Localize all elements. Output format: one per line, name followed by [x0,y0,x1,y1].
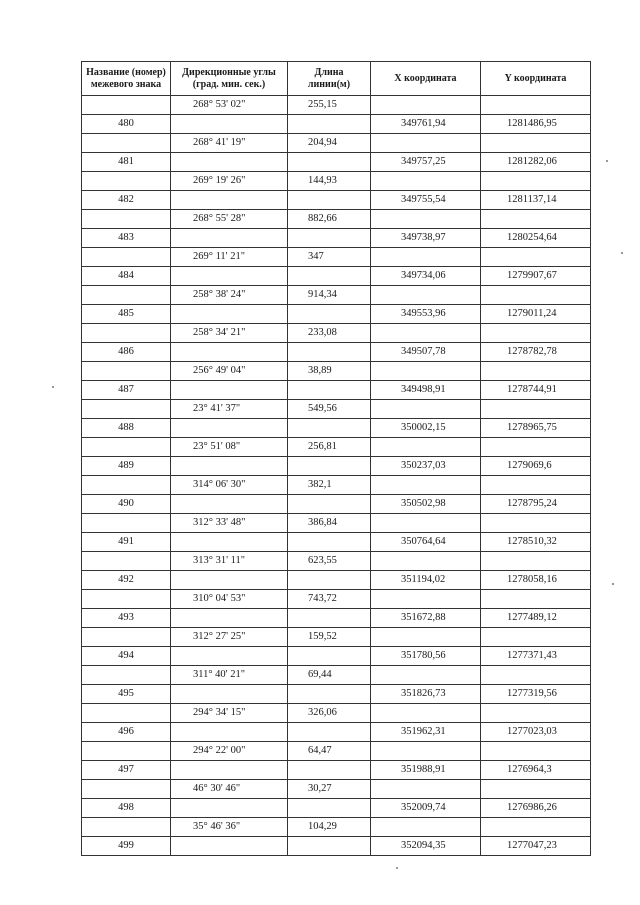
y-coordinate-cell [481,324,591,343]
x-coordinate-cell: 352009,74 [371,799,481,818]
y-coordinate-cell [481,590,591,609]
x-coordinate-cell [371,742,481,761]
point-name-cell: 494 [82,647,171,666]
y-coordinate-cell [481,400,591,419]
point-name-cell [82,818,171,837]
direction-angle-cell [171,191,288,210]
x-coordinate-cell [371,324,481,343]
direction-angle-cell [171,305,288,324]
direction-angle-cell [171,153,288,172]
x-coordinate-cell [371,818,481,837]
x-coordinate-cell: 349738,97 [371,229,481,248]
point-row [82,267,591,286]
x-coordinate-cell: 351194,02 [371,571,481,590]
direction-angle-cell [171,685,288,704]
direction-angle-cell: 269° 19' 26" [171,172,288,191]
y-coordinate-cell: 1279907,67 [481,267,591,286]
line-length-cell: 549,56 [288,400,371,419]
y-coordinate-cell [481,286,591,305]
x-coordinate-cell [371,248,481,267]
point-row [82,457,591,476]
y-coordinate-cell: 1281282,06 [481,153,591,172]
point-name-cell: 488 [82,419,171,438]
direction-angle-cell [171,495,288,514]
line-length-cell: 255,15 [288,96,371,115]
segment-row [82,704,591,723]
line-length-cell [288,153,371,172]
line-length-cell: 386,84 [288,514,371,533]
direction-angle-cell: 311° 40' 21" [171,666,288,685]
y-coordinate-cell [481,666,591,685]
y-coordinate-cell: 1278782,78 [481,343,591,362]
scan-speck [621,252,623,254]
x-coordinate-cell: 350502,98 [371,495,481,514]
y-coordinate-cell [481,362,591,381]
point-name-cell [82,134,171,153]
point-row [82,837,591,856]
y-coordinate-cell: 1278795,24 [481,495,591,514]
line-length-cell: 30,27 [288,780,371,799]
line-length-cell: 914,34 [288,286,371,305]
segment-row [82,666,591,685]
point-name-cell: 485 [82,305,171,324]
point-row [82,685,591,704]
point-name-cell [82,704,171,723]
point-name-cell [82,628,171,647]
x-coordinate-cell [371,96,481,115]
segment-row [82,400,591,419]
y-coordinate-cell: 1281137,14 [481,191,591,210]
point-name-cell [82,362,171,381]
point-name-cell: 483 [82,229,171,248]
point-row [82,191,591,210]
direction-angle-cell: 312° 33' 48" [171,514,288,533]
line-length-cell: 233,08 [288,324,371,343]
line-length-cell: 204,94 [288,134,371,153]
point-name-cell: 495 [82,685,171,704]
point-name-cell: 493 [82,609,171,628]
line-length-cell: 64,47 [288,742,371,761]
x-coordinate-cell [371,704,481,723]
segment-row [82,286,591,305]
y-coordinate-cell [481,704,591,723]
y-coordinate-cell: 1276964,3 [481,761,591,780]
point-name-cell [82,400,171,419]
point-name-cell [82,324,171,343]
direction-angle-cell [171,115,288,134]
direction-angle-cell [171,647,288,666]
point-row [82,761,591,780]
line-length-cell [288,343,371,362]
direction-angle-cell [171,457,288,476]
scan-speck [52,386,54,388]
direction-angle-cell [171,761,288,780]
segment-row [82,134,591,153]
x-coordinate-cell: 351826,73 [371,685,481,704]
x-coordinate-cell: 350237,03 [371,457,481,476]
direction-angle-cell [171,381,288,400]
point-name-cell: 480 [82,115,171,134]
direction-angle-cell [171,571,288,590]
line-length-cell: 159,52 [288,628,371,647]
y-coordinate-cell: 1277319,56 [481,685,591,704]
line-length-cell [288,305,371,324]
line-length-cell [288,571,371,590]
header-line-length: Длина линии(м) [288,62,371,96]
point-row [82,609,591,628]
segment-row [82,248,591,267]
direction-angle-cell: 268° 41' 19" [171,134,288,153]
y-coordinate-cell [481,248,591,267]
point-name-cell [82,742,171,761]
point-name-cell [82,514,171,533]
x-coordinate-cell: 349498,91 [371,381,481,400]
x-coordinate-cell [371,476,481,495]
line-length-cell [288,495,371,514]
segment-row [82,514,591,533]
y-coordinate-cell: 1279011,24 [481,305,591,324]
point-name-cell: 492 [82,571,171,590]
segment-row [82,438,591,457]
x-coordinate-cell: 349757,25 [371,153,481,172]
boundary-coordinates-table [81,61,591,856]
scan-speck [396,867,398,869]
line-length-cell [288,267,371,286]
scan-speck [606,160,608,162]
point-row [82,343,591,362]
line-length-cell: 623,55 [288,552,371,571]
point-row [82,229,591,248]
x-coordinate-cell [371,666,481,685]
header-point-name: Название (номер) межевого знака [82,62,171,96]
x-coordinate-cell: 349755,54 [371,191,481,210]
x-coordinate-cell [371,552,481,571]
direction-angle-cell: 23° 41' 37" [171,400,288,419]
direction-angle-cell: 314° 06' 30" [171,476,288,495]
line-length-cell [288,647,371,666]
direction-angle-cell: 313° 31' 11" [171,552,288,571]
direction-angle-cell: 258° 34' 21" [171,324,288,343]
point-row [82,533,591,552]
y-coordinate-cell [481,818,591,837]
header-direction-angle: Дирекционные углы (град. мин. сек.) [171,62,288,96]
x-coordinate-cell: 349761,94 [371,115,481,134]
y-coordinate-cell: 1278965,75 [481,419,591,438]
x-coordinate-cell: 349507,78 [371,343,481,362]
point-name-cell: 497 [82,761,171,780]
table-header-row [82,62,591,96]
line-length-cell [288,799,371,818]
direction-angle-cell [171,837,288,856]
point-name-cell [82,476,171,495]
y-coordinate-cell [481,134,591,153]
line-length-cell [288,685,371,704]
point-name-cell [82,438,171,457]
line-length-cell [288,381,371,400]
point-row [82,305,591,324]
point-row [82,647,591,666]
direction-angle-cell: 35° 46' 36" [171,818,288,837]
direction-angle-cell: 256° 49' 04" [171,362,288,381]
point-row [82,153,591,172]
y-coordinate-cell: 1277489,12 [481,609,591,628]
y-coordinate-cell [481,552,591,571]
point-row [82,115,591,134]
point-row [82,723,591,742]
direction-angle-cell: 294° 34' 15" [171,704,288,723]
y-coordinate-cell [481,96,591,115]
point-name-cell: 499 [82,837,171,856]
header-y-coordinate: Y координата [481,62,591,96]
y-coordinate-cell [481,514,591,533]
line-length-cell [288,533,371,552]
segment-row [82,324,591,343]
line-length-cell: 38,89 [288,362,371,381]
direction-angle-cell [171,533,288,552]
line-length-cell [288,419,371,438]
point-row [82,381,591,400]
point-name-cell: 481 [82,153,171,172]
line-length-cell [288,229,371,248]
point-name-cell: 491 [82,533,171,552]
point-name-cell: 487 [82,381,171,400]
point-name-cell: 496 [82,723,171,742]
y-coordinate-cell: 1278744,91 [481,381,591,400]
line-length-cell [288,609,371,628]
point-name-cell: 482 [82,191,171,210]
point-name-cell: 489 [82,457,171,476]
y-coordinate-cell [481,780,591,799]
x-coordinate-cell [371,210,481,229]
line-length-cell: 256,81 [288,438,371,457]
segment-row [82,590,591,609]
line-length-cell: 104,29 [288,818,371,837]
y-coordinate-cell: 1278058,16 [481,571,591,590]
segment-row [82,742,591,761]
direction-angle-cell [171,419,288,438]
line-length-cell [288,457,371,476]
direction-angle-cell: 269° 11' 21" [171,248,288,267]
segment-row [82,476,591,495]
x-coordinate-cell [371,400,481,419]
x-coordinate-cell [371,134,481,153]
line-length-cell: 144,93 [288,172,371,191]
y-coordinate-cell: 1277047,23 [481,837,591,856]
point-name-cell [82,96,171,115]
segment-row [82,210,591,229]
y-coordinate-cell [481,742,591,761]
x-coordinate-cell [371,438,481,457]
segment-row [82,628,591,647]
x-coordinate-cell [371,780,481,799]
point-row [82,571,591,590]
point-name-cell [82,590,171,609]
x-coordinate-cell [371,362,481,381]
point-name-cell [82,172,171,191]
line-length-cell [288,837,371,856]
segment-row [82,552,591,571]
line-length-cell: 69,44 [288,666,371,685]
direction-angle-cell [171,229,288,248]
y-coordinate-cell: 1280254,64 [481,229,591,248]
x-coordinate-cell [371,628,481,647]
x-coordinate-cell [371,172,481,191]
y-coordinate-cell [481,210,591,229]
direction-angle-cell [171,609,288,628]
line-length-cell [288,115,371,134]
direction-angle-cell [171,723,288,742]
line-length-cell: 382,1 [288,476,371,495]
point-name-cell [82,666,171,685]
segment-row [82,172,591,191]
line-length-cell [288,723,371,742]
y-coordinate-cell [481,438,591,457]
y-coordinate-cell [481,172,591,191]
point-name-cell [82,210,171,229]
point-name-cell [82,552,171,571]
scan-speck [612,583,614,585]
point-row [82,495,591,514]
line-length-cell: 326,06 [288,704,371,723]
x-coordinate-cell: 351780,56 [371,647,481,666]
direction-angle-cell: 23° 51' 08" [171,438,288,457]
point-name-cell: 486 [82,343,171,362]
y-coordinate-cell: 1277023,03 [481,723,591,742]
line-length-cell: 347 [288,248,371,267]
x-coordinate-cell: 349553,96 [371,305,481,324]
point-row [82,419,591,438]
x-coordinate-cell: 351962,31 [371,723,481,742]
y-coordinate-cell [481,476,591,495]
y-coordinate-cell: 1277371,43 [481,647,591,666]
direction-angle-cell: 46° 30' 46" [171,780,288,799]
segment-row [82,818,591,837]
direction-angle-cell: 268° 55' 28" [171,210,288,229]
point-name-cell [82,248,171,267]
x-coordinate-cell: 350764,64 [371,533,481,552]
x-coordinate-cell [371,514,481,533]
y-coordinate-cell: 1276986,26 [481,799,591,818]
direction-angle-cell [171,799,288,818]
point-row [82,799,591,818]
y-coordinate-cell [481,628,591,647]
point-name-cell [82,780,171,799]
line-length-cell [288,191,371,210]
direction-angle-cell: 312° 27' 25" [171,628,288,647]
direction-angle-cell: 268° 53' 02" [171,96,288,115]
direction-angle-cell: 294° 22' 00" [171,742,288,761]
y-coordinate-cell: 1281486,95 [481,115,591,134]
x-coordinate-cell: 351672,88 [371,609,481,628]
line-length-cell: 882,66 [288,210,371,229]
x-coordinate-cell [371,590,481,609]
header-x-coordinate: X координата [371,62,481,96]
segment-row [82,96,591,115]
point-name-cell: 498 [82,799,171,818]
point-name-cell: 484 [82,267,171,286]
direction-angle-cell: 310° 04' 53" [171,590,288,609]
y-coordinate-cell: 1278510,32 [481,533,591,552]
direction-angle-cell [171,343,288,362]
line-length-cell: 743,72 [288,590,371,609]
direction-angle-cell [171,267,288,286]
direction-angle-cell: 258° 38' 24" [171,286,288,305]
x-coordinate-cell: 352094,35 [371,837,481,856]
x-coordinate-cell [371,286,481,305]
point-name-cell [82,286,171,305]
x-coordinate-cell: 351988,91 [371,761,481,780]
segment-row [82,780,591,799]
segment-row [82,362,591,381]
x-coordinate-cell: 349734,06 [371,267,481,286]
y-coordinate-cell: 1279069,6 [481,457,591,476]
point-name-cell: 490 [82,495,171,514]
line-length-cell [288,761,371,780]
x-coordinate-cell: 350002,15 [371,419,481,438]
